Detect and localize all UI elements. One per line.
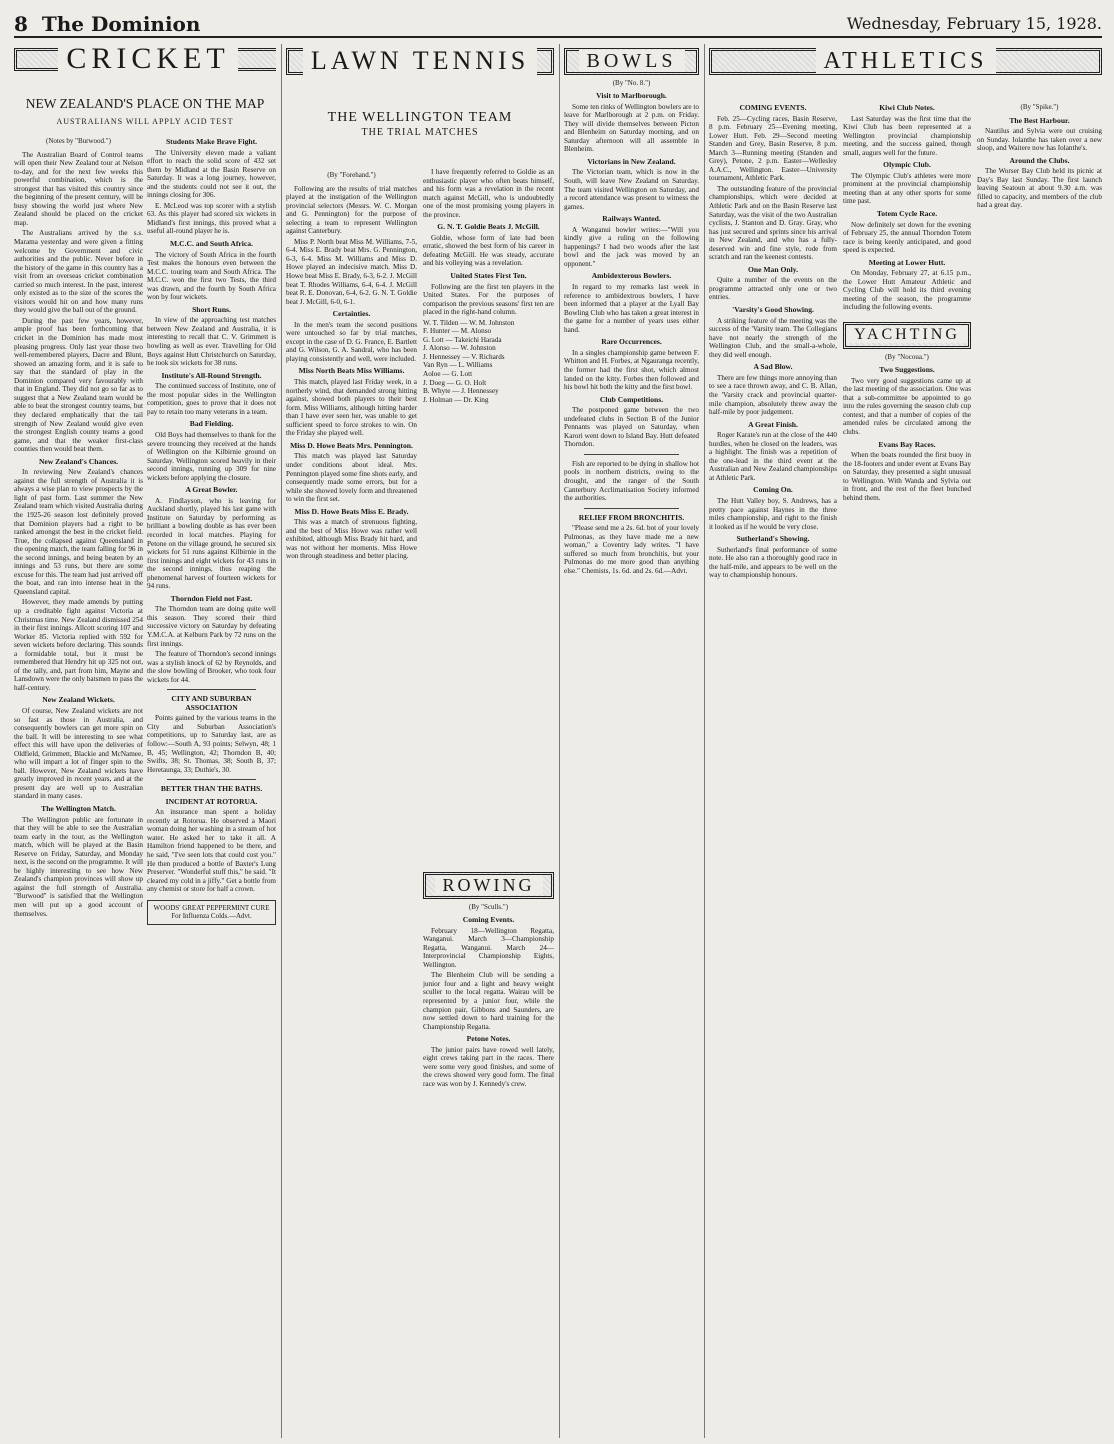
column-rule [559, 44, 560, 1438]
yachting-byline: (By "Nocoua.") [885, 352, 929, 361]
newspaper-page [14, 8, 1102, 1438]
rowing-section [423, 868, 554, 1438]
paragraph: The Olympic Club's athletes were more prominent at the provincial championship meeting than at any other sports for some time past. [843, 171, 971, 206]
section-heading: New Zealand Wickets. [42, 695, 115, 705]
bowls-section [564, 44, 699, 1438]
cricket-byline: (Notes by "Burwood.") [45, 137, 111, 145]
paragraph: There are few things more annoying than to see a race thrown away, and C. B. Allan, the 'Varsity crack and provincial quarter-mile champion, absolutely threw away the half-mile by poor judgement. [709, 373, 837, 417]
paragraph: When the boats rounded the first buoy in the 18-footers and under event at Evans Bay on Saturday, they presented a sight unusual to Wellington. With Wanda and Sylvia out in front, and the rest of the fleet bunched behind them. [843, 451, 971, 502]
section-heading: One Man Only. [747, 264, 798, 274]
paragraph: I have frequently referred to Goldie as an enthusiastic player who often beats himself, and his form was a revelation in the recent match against McGill, who is undoubtedly one of the most promising young players in the province. [423, 168, 554, 219]
paragraph: Following are the first ten players in the United States. For the purposes of comparison the previous seasons' first ten are placed in the right-hand column. [423, 282, 554, 317]
section-heading: Railways Wanted. [602, 214, 661, 224]
ranking-row: Van Ryn — L. Williams [423, 361, 493, 370]
paragraph: Roger Karate's run at the close of the 440 hurdles, when he closed on the leaders, was a highlight. The finish was a repetition of the one-lead in the third event at the Australian and New Zealand championships at Athletic Park. [709, 431, 837, 482]
paragraph: The Blenheim Club will be sending a junior four and a light and heavy weight sculler to the local regatta. Wairau will be represented by a junior four, while the champion pair, Gibbons and Saunders, are now settled down to hard training for the Championship Regatta. [423, 971, 554, 1031]
section-heading: Club Competitions. [599, 394, 664, 404]
section-heading: COMING EVENTS. [739, 103, 807, 112]
cricket-headline: NEW ZEALAND'S PLACE ON THE MAP [25, 96, 265, 111]
ranking-row: Aoloe — G. Lott [423, 370, 473, 379]
divider [167, 779, 256, 780]
ranking-row: J. Alonso — W. Johnston [423, 344, 496, 353]
ranking-row: J. Doeg — G. O. Holt [423, 378, 487, 387]
section-heading: Evans Bay Races. [878, 439, 936, 449]
ranking-row: B. Whyte — J. Hennessey [423, 387, 499, 396]
athletics-byline: (By "Spike.") [1020, 103, 1059, 111]
section-heading: Petone Notes. [466, 1034, 511, 1044]
section-heading: A Sad Blow. [753, 362, 793, 372]
section-heading: Victorians in New Zealand. [587, 156, 676, 166]
yachting-banner: YACHTING [843, 322, 971, 349]
paragraph: E. McLeod was top scorer with a stylish 63. As this player had scored six wickets in Midland's first innings, this proved what a useful all-round player he is. [147, 201, 276, 236]
athletics-column-3 [977, 100, 1102, 1438]
paragraph: An insurance man spent a holiday recently at Rotorua. He observed a Maori woman doing her washing in a stream of hot water. He asked her to take it all. A Hamilton friend happened to be there, and he said, "I've seen lots that could cost you." He then produced a bottle of Baxter's Lung Preserver. "Wonderful stuff this," he said. "It cleared my cold in a jiffy." Get a bottle from any chemist or store for half a crown. [147, 808, 276, 894]
paragraph: Old Boys had themselves to thank for the severe trouncing they received at the hands of Wellington on the Kilbirnie ground on Saturday. Wellington scored heavily in their second innings, running up 309 for nine wickets before applying the closure. [147, 430, 276, 482]
paragraph: The victory of South Africa in the fourth Test makes the honours even between the M.C.C. touring team and South Africa. The M.C.C. won the first two Tests, the third was drawn, and the fourth by South Africa won by four wickets. [147, 250, 276, 302]
paragraph: Nautilus and Sylvia were out cruising on Sunday. Iolanthe has taken over a new sloop, and Waitere now has Iolanthe's. [977, 127, 1102, 153]
paragraph: Fish are reported to be dying in shallow hot pools in northern districts, owing to the drought, and the ranger of the South Canterbury Acclimatisation Society informed the authorities. [564, 459, 699, 503]
ranking-row: J. Hennessey — V. Richards [423, 352, 505, 361]
paragraph: This match, played last Friday week, in a northerly wind, that demanded strong hitting against, showed both players to their best form. Miss Williams, although hitting harder than I have ever seen her, was unable to get sufficient speed to force strokes to win. On the Friday she played well. [286, 378, 417, 438]
bowls-banner: BOWLS [564, 48, 699, 75]
tennis-column-2 [423, 168, 554, 863]
section-heading: Two Suggestions. [879, 365, 935, 375]
paragraph: In regard to my remarks last week in reference to ambidextrous bowlers, I have been informed that a player at the Lyall Bay Bowling Club who has taken a great interest in the game for a number of years uses either hand. [564, 283, 699, 334]
paragraph: The Australians arrived by the s.s. Marama yesterday and were given a fitting welcome by Government and civic authorities and the public. Never before in the history of the game in this country has a visit from an overseas cricket combination carried so much interest. In the past, interest only existed as to the size of the scores the visitors would hit on and how many runs they would give the ball out of the ground. [14, 229, 143, 315]
paragraph: This was a match of strenuous fighting, and the best of Miss Howe was rather well exhibited, although Miss Brady hit hard, and was not without her moments. Miss Howe won through steadiness and better placing. [286, 518, 417, 561]
athletics-banner-wrap [709, 44, 1102, 104]
bowls-byline: (By "No. 8.") [612, 78, 651, 87]
paragraph: Of course, New Zealand wickets are not so fast as those in Australia, and consequently bowlers can get more spin on the ball. It will be interesting to see what effect this will have upon the deliveries of Oldfield, Grimmett, Blackie and McNamee, who will impart a lot of finger spin to the ball. However, New Zealand wickets have greatly improved in recent years, and at the present day are well up to Australian standard in many cases. [14, 707, 143, 801]
paragraph: During the past few years, however, ample proof has been forthcoming that cricket in the Dominion has made most pleasing progress. Only last year those two well-remembered players, Dacre and Blunt, showed an amazing form, and it is safe to say that the standard of play in the Dominion compared very favourably with that in England. They did not go so far as to suggest that a New Zealand team would be able to beat the strongest country teams, but they declared emphatically that the tail strength of New Zealand would give even the strongest English county teams a good game, and that the weaker first-class counties then would beat them. [14, 316, 143, 454]
results-list: Miss P. North beat Miss M. Williams, 7-5, 6-4. Miss E. Brady beat Mrs. G. Pennington, 6-3, 6-4. Miss M. Williams and Miss D. Howe played an indecisive match. Miss D. Howe beat Miss E. Brady, 6-3, 6-2. J. McGill beat T. Rhodes Williams, 6-4, 6-4. J. McGill beat R. E. Donovan, 6-4, 6-2. G. N. T. Goldie beat J. McGill, 6-0, 6-1. [286, 237, 417, 306]
paragraph: Feb. 25—Cycling races, Basin Reserve, 8 p.m. February 25—Evening meeting, Lower Hutt. Feb. 29—Second meeting Standen and Grey, Basin Reserve, 8 p.m. March 3—Running meeting (Standen and Grey), Petone, 2 p.m. Easter—Wellesley A.A.C., Wellington. Easter—University tournament, Athletic Park. [709, 114, 837, 183]
athletics-column-2 [843, 100, 971, 1438]
paragraph: The outstanding feature of the provincial championships, which were decided at Athletic Park and on the Basin Reserve last Saturday, was the visit of the two Australian cyclists, J. Stanton and D. Gray. Gray, who has just secured and sprints since his arrival in New Zealand, and who has a fully-deserved win and fine style, rode from scratch and ran the keenest contests. [709, 184, 837, 262]
section-heading: RELIEF FROM BRONCHITIS. [578, 512, 685, 522]
paragraph: Goldie, whose form of late had been erratic, showed the best form of his career in defeating McGill. He was steady, accurate and his volleying was a revelation. [423, 233, 554, 268]
advertisement: WOODS' GREAT PEPPERMINT CURE For Influenza Colds.—Advt. [147, 900, 276, 925]
tennis-column-1 [286, 168, 417, 1438]
paragraph: The junior pairs have rowed well lately, eight crews taking part in the races. There were some very good finishes, and some of the crews showed very good form. The final race was won by J. Kennedy's crew. [423, 1045, 554, 1088]
section-heading: M.C.C. and South Africa. [170, 239, 253, 249]
paragraph: This match was played last Saturday under conditions about ideal. Mrs. Pennington played some fine shots early, and consequently made some errors, but for a while she showed lovely form and threatened to win the first set. [286, 452, 417, 504]
paragraph: The Wellington public are fortunate in that they will be able to see the Australian team early in the tour, as the Wellington match, which will be played at the Basin Reserve on Friday, Saturday, and Monday next, is the second on the programme. It will be highly interesting to see how New Zealand's champion provinces will show up against the full strength of Australia. "Burwood" is satisfied that the Wellington men will put up a good account of themselves. [14, 815, 143, 918]
ranking-row: G. Lott — Takeichi Harada [423, 335, 502, 344]
paragraph: In the men's team the second positions were untouched so far by trial matches, except in the case of D. G. France, E. Bartlett and G. Wilson, G. A. Sandral, who has been playing consistently and well, were included. [286, 320, 417, 363]
section-heading: Coming On. [753, 485, 793, 495]
paragraph: The Australian Board of Control teams will open their New Zealand tour at Nelson to-day, and for the next few weeks this powerful combination, which is the strongest that has visited this country since the beginning of the present century, will be busy showing the world just where New Zealand should be placed on the cricket map. [14, 150, 143, 227]
section-heading: Totem Cycle Race. [876, 209, 938, 219]
section-heading: Around the Clubs. [1009, 155, 1070, 165]
section-heading: Certainties. [332, 309, 371, 319]
section-heading: Visit to Marlborough. [596, 91, 667, 101]
column-rule [704, 44, 705, 1438]
tennis-banner-wrap [286, 44, 554, 114]
issue-date: Wednesday, February 15, 1928. [846, 14, 1102, 33]
paragraph: The Victorian team, which is now in the South, will leave New Zealand on Saturday. The team visited Wellington on Saturday, and a record attendance was present to witness the games. [564, 168, 699, 211]
paragraph: On Monday, February 27, at 6.15 p.m., the Lower Hutt Amateur Athletic and Cycling Club will hold its third evening meeting of the season, the programme including the following events. [843, 269, 971, 312]
paragraph: In a singles championship game between F. Whitton and H. Forbes, at Ngauranga recently, the former had the first shot, which almost landed on the kitty. Forbes then followed and his bowl hit both the kitty and the first bowl. [564, 348, 699, 392]
cricket-subhead: AUSTRALIANS WILL APPLY ACID TEST [56, 118, 234, 126]
athletics-banner: ATHLETICS [709, 48, 1102, 75]
section-heading: A Great Finish. [748, 419, 798, 429]
section-heading: Olympic Club. [883, 160, 931, 170]
rowing-byline: (By "Sculls.") [468, 902, 509, 911]
paragraph: "Please send me a 2s. 6d. bot of your lovely Pulmonas, as they have made me a new woman," a Coventry lady writes. "I have suffered so much from bronchitis, but your Pulmonas do me more good than anything else." Chemists, 1s. 6d. and 2s. 6d.—Advt. [564, 524, 699, 575]
paper-title: 8 The Dominion [14, 12, 201, 36]
paragraph: February 18—Wellington Regatta, Wanganui. March 3—Championship Regatta, Wanganui. March 24—Interprovincial Championship Eights, Wellington. [423, 926, 554, 969]
section-heading: Miss D. Howe Beats Miss E. Brady. [294, 506, 409, 516]
cricket-column-1 [14, 134, 143, 1438]
tennis-banner: LAWN TENNIS [286, 48, 554, 75]
section-heading: Institute's All-Round Strength. [161, 370, 262, 380]
paragraph: Some ten rinks of Wellington bowlers are to leave for Marlborough at 2 p.m. on Friday. They will divide themselves between Picton and Blenheim on Saturday morning, and on Saturday afternoon will all assemble in Blenheim. [564, 102, 699, 154]
tennis-byline: (By "Forehand.") [327, 171, 376, 179]
paragraph: Now definitely set down for the evening of February 25, the annual Thorndon Totem race is being keenly anticipated, and good speed is expected. [843, 220, 971, 255]
tennis-subhead: THE TRIAL MATCHES [361, 126, 479, 138]
masthead [14, 8, 1102, 38]
cricket-column-2 [147, 134, 276, 1438]
paragraph: Quite a number of the events on the programme attracted only one or two entries. [709, 276, 837, 302]
section-heading: Bad Fielding. [189, 419, 234, 429]
section-heading: Ambidexterous Bowlers. [591, 271, 672, 281]
section-heading: New Zealand's Chances. [38, 456, 119, 466]
section-heading: Sutherland's Showing. [736, 534, 810, 544]
section-heading: BETTER THAN THE BATHS. [160, 784, 263, 794]
paragraph: The University eleven made a valiant effort to reach the solid score of 432 set them by Midland at the Basin Reserve on Saturday. It was a long journey, however, and the students could not see it out, the innings closing for 306. [147, 148, 276, 200]
paragraph: The Thorndon team are doing quite well this season. They scored their third successive victory on Saturday by defeating Y.M.C.A. at Kelburn Park by 72 runs on the first innings. [147, 605, 276, 648]
ranking-row: J. Holman — Dr. King [423, 395, 489, 404]
paragraph: The Hutt Valley boy, S. Andrews, has a pretty pace against Haynes in the three miles championship, and right to the finish it looked as if he would be very close. [709, 496, 837, 531]
section-heading: A Great Bowler. [185, 485, 238, 495]
section-heading: Coming Events. [462, 915, 515, 925]
section-heading: Kiwi Club Notes. [879, 103, 935, 112]
paragraph: In view of the approaching test matches between New Zealand and Australia, it is interesting to recall that C. V. Grimmett is bowling as well as ever. Travelling for Old Boys against Hutt Christchurch on Saturday, he took six wickets for 38 runs. [147, 316, 276, 368]
paragraph: In reviewing New Zealand's chances against the full strength of Australia it is always a wise plan to view prospects by the light of past form. Last summer the New Zealand team which visited Australia during the 1925-26 season lost definitely proved that Dominion players had a right to be ranked amongst the best in the cricket field. True, the collapsed against Queensland in the opening match, the team falling for 96 in the second innings, and being beaten by an innings and 53 runs, but there are some excuse for this. The team had just arrived off the boat, and ran into intense heat in the Queensland capital. [14, 468, 143, 596]
paragraph: Points gained by the various teams in the City and Suburban Association's competitions, up to Saturday last, are as follow:—South A, 93 points; Selwyn, 48; 1 B, 45; Wellington, 42; Thorndon B, 40; Swifts, 38; St. Thomas, 38; South B, 37; Heretaunga, 33; Duthie's, 30. [147, 714, 276, 774]
paragraph: The postponed game between the two undefeated clubs in Section B of the Junior Pennants was played on Saturday, when Karori went down to Island Bay. Hutt defeated Thorndon. [564, 406, 699, 449]
paragraph: A. Findlayson, who is leaving for Auckland shortly, played his last game with Institute on Saturday by performing as brilliant a bowling double as has ever been recorded in local matches. Playing for Petone on the village ground, he secured six wickets for 51 runs against Kilbirnie in the first innings and eight wickets for 43 runs in the second innings, thus reaping the phenomenal harvest of fourteen wickets for 94 runs. [147, 496, 276, 591]
section-subheading: INCIDENT AT ROTORUA. [165, 796, 258, 806]
paragraph: The feature of Thorndon's second innings was a stylish knock of 62 by Reynolds, and the slow bowling of Brooker, who took four wickets for 44. [147, 650, 276, 684]
section-heading: Meeting at Lower Hutt. [868, 257, 946, 267]
paragraph: Two very good suggestions came up at the last meeting of the association. One was that a sub-committee be appointed to go into the rules governing the season club cup contest, and that a number of copies of the amended rules be circulated among the clubs. [843, 376, 971, 436]
section-heading: Students Make Brave Fight. [165, 137, 258, 146]
paragraph: A striking feature of the meeting was the success of the 'Varsity team. The Collegians have not nearly the strength of the Wellington Club, and the small-a-whole, they did well enough. [709, 316, 837, 359]
section-heading: The Best Harbour. [1009, 115, 1070, 125]
paragraph: Last Saturday was the first time that the Kiwi Club has been represented at a Wellington provincial championship meeting, and the success gained, though small, augurs well for the future. [843, 114, 971, 157]
section-heading: The Wellington Match. [41, 804, 116, 814]
ranking-row: W. T. Tilden — W. M. Johnston [423, 318, 515, 327]
section-heading: Rare Occurrences. [601, 337, 662, 347]
divider [167, 689, 256, 690]
section-heading: CITY AND SUBURBAN ASSOCIATION [171, 694, 252, 712]
paragraph: The continued success of Institute, one of the most popular sides in the Wellington competition, goes to prove that it does not pay to retain too many veterans in a team. [147, 382, 276, 416]
paragraph: However, they made amends by putting up a creditable fight against Victoria at Christmas time. New Zealand dismissed 254 in their first innings. Allcott scoring 107 and Worker 85. Victoria replied with 592 for seven wickets before declaring. This sounds a formidable total, but it must be remembered that Hendry hit up 325 not out, of the tally, and, part from him, Mayne and Lansdown were the only batsmen to pass the half-century. [14, 598, 143, 692]
divider [584, 508, 679, 509]
section-heading: G. N. T. Goldie Beats J. McGill. [437, 222, 540, 232]
section-heading: 'Varsity's Good Showing. [732, 305, 814, 315]
cricket-banner: CRICKET [14, 48, 276, 71]
paragraph: Sutherland's final performance of some note. He also ran a thoroughly good race in the half-mile, and appears to be well on the way to championship honours. [709, 545, 837, 580]
column-rule [281, 44, 282, 1438]
divider [584, 454, 679, 455]
athletics-column-1 [709, 100, 837, 1438]
section-heading: Short Runs. [192, 304, 231, 314]
paragraph: A Wanganui bowler writes:—"Will you kindly give a ruling on the following happenings? I had two woods after the last bowl and the jack was moved by an opponent." [564, 225, 699, 268]
tennis-headline: THE WELLINGTON TEAM [327, 110, 513, 125]
paragraph: The Worser Bay Club held its picnic at Day's Bay last Sunday. The first launch leaving Seatoun at about 9.30 a.m. was filled to capacity, and members of the club had a great day. [977, 167, 1102, 210]
section-heading: United States First Ten. [450, 271, 527, 281]
section-heading: Thorndon Field not Fast. [170, 593, 253, 603]
section-heading: Miss D. Howe Beats Mrs. Pennington. [290, 440, 413, 450]
rowing-banner: ROWING [423, 872, 554, 899]
ranking-row: F. Hunter — M. Alonso [423, 327, 492, 336]
section-heading: Miss North Beats Miss Williams. [298, 366, 405, 376]
paragraph: Following are the results of trial matches played at the instigation of the Wellington provincial selectors (Messrs. W. C. Morgan and G. Pennington) for the purpose of selecting a team to represent Wellington against Canterbury. [286, 184, 417, 236]
tennis-heads [286, 108, 554, 168]
